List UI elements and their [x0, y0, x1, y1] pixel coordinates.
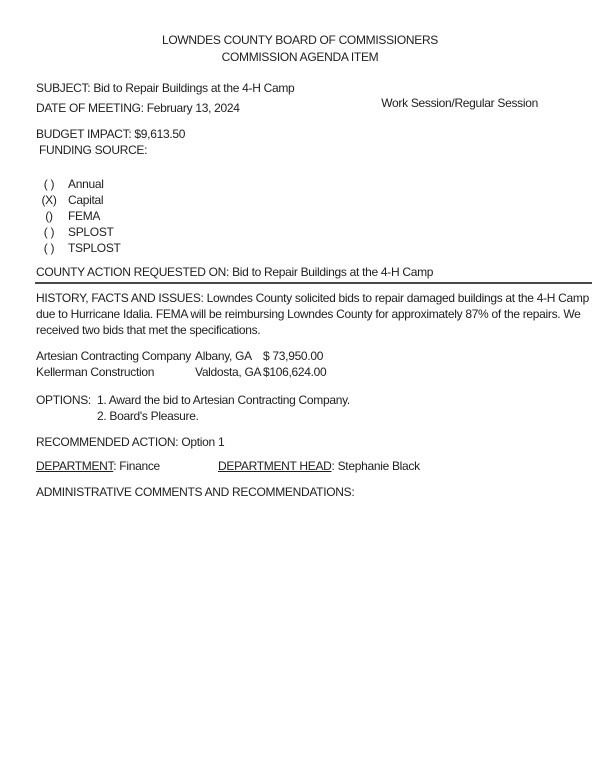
session-type: Work Session/Regular Session: [381, 96, 538, 110]
department-head-value: : Stephanie Black: [331, 459, 420, 473]
department-field: [36, 458, 218, 474]
budget-line: [36, 126, 592, 142]
department-value: : Finance: [113, 459, 160, 473]
history-paragraph: [36, 290, 600, 338]
funding-option-annual: [40, 176, 592, 192]
document-header: [0, 32, 600, 66]
funding-option-label: Annual: [68, 177, 104, 191]
history-text: Lowndes County solicited bids to repair damaged buildings at the 4-H Camp due to Hurricane Idalia. FEMA will be reimbursing Lowndes County for approximately 87% of the repairs. We received two bids that met the specifications.: [36, 291, 589, 337]
org-title: LOWNDES COUNTY BOARD OF COMMISSIONERS: [161, 33, 439, 47]
county-action-value: Bid to Repair Buildings at the 4-H Camp: [232, 265, 434, 279]
funding-option-fema: [40, 208, 592, 224]
bidder-name: Kellerman Construction: [36, 365, 155, 379]
options-section: [36, 392, 592, 424]
date-value: February 13, 2024: [146, 101, 240, 115]
admin-comments-label: ADMINISTRATIVE COMMENTS AND RECOMMENDATIONS:: [36, 485, 355, 499]
date-label: DATE OF MEETING:: [36, 101, 144, 115]
recommended-action-value: Option 1: [181, 435, 225, 449]
doc-type-title: COMMISSION AGENDA ITEM: [221, 50, 379, 64]
department-row: [36, 458, 592, 474]
subject-label: SUBJECT:: [36, 81, 91, 95]
checkbox-mark: ( ): [43, 241, 55, 255]
funding-option-tsplost: [40, 240, 592, 256]
options-list: [97, 392, 350, 424]
recommended-action-line: [36, 434, 592, 450]
bidder-name: Artesian Contracting Company: [36, 349, 192, 363]
bid-amount: $106,624.00: [263, 365, 327, 379]
funding-option-splost: [40, 224, 592, 240]
subject-value: Bid to Repair Buildings at the 4-H Camp: [93, 81, 295, 95]
option-item-1: 1. Award the bid to Artesian Contracting Company.: [96, 393, 350, 407]
funding-option-label: FEMA: [68, 209, 101, 223]
recommended-action-label: RECOMMENDED ACTION:: [36, 435, 179, 449]
bid-amount: $ 73,950.00: [263, 349, 324, 363]
funding-option-label: Capital: [68, 193, 104, 207]
history-label: HISTORY, FACTS AND ISSUES:: [36, 291, 204, 305]
department-head-field: [218, 458, 420, 474]
funding-option-capital: [40, 192, 592, 208]
horizontal-rule: [35, 282, 592, 284]
date-row: [36, 96, 592, 116]
checkbox-mark-checked: (X): [41, 193, 57, 207]
budget-value: $9,613.50: [134, 127, 186, 141]
department-label: DEPARTMENT: [36, 459, 114, 473]
checkbox-mark: (): [45, 209, 53, 223]
county-action-label: COUNTY ACTION REQUESTED ON:: [36, 265, 230, 279]
option-item-2: 2. Board's Pleasure.: [96, 409, 199, 423]
budget-label: BUDGET IMPACT:: [36, 127, 132, 141]
department-head-label: DEPARTMENT HEAD: [218, 459, 332, 473]
checkbox-mark: ( ): [43, 225, 55, 239]
bidder-city: Albany, GA: [195, 349, 252, 363]
subject-line: [36, 80, 592, 96]
table-row: [36, 348, 592, 364]
date-line: [36, 100, 240, 116]
options-label: OPTIONS:: [36, 393, 91, 407]
funding-option-label: TSPLOST: [68, 241, 121, 255]
funding-option-label: SPLOST: [68, 225, 114, 239]
table-row: [36, 364, 592, 380]
bidder-city: Valdosta, GA: [195, 365, 262, 379]
funding-options-list: [40, 176, 592, 256]
bid-table: [36, 348, 592, 380]
checkbox-mark: ( ): [43, 177, 55, 191]
funding-source-label: FUNDING SOURCE:: [39, 143, 148, 157]
county-action-line: [36, 264, 592, 280]
